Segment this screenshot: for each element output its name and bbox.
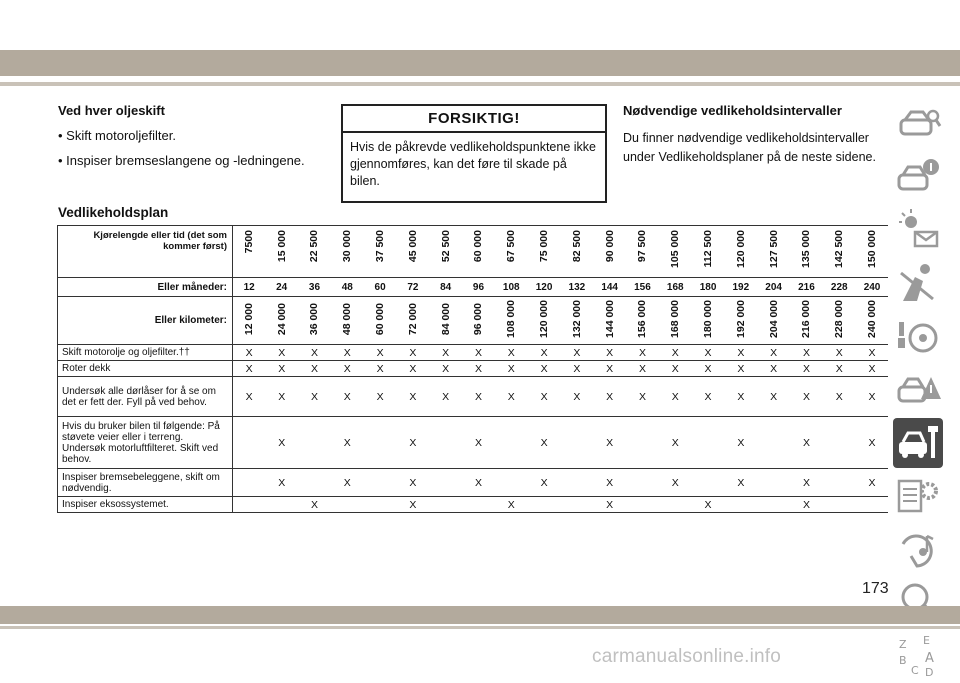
months-cell: 168: [659, 278, 692, 297]
mileage-value: 90 000: [603, 230, 616, 263]
task-row: [58, 497, 889, 513]
intervals-heading: Nødvendige vedlikeholdsintervaller: [623, 103, 842, 118]
mileage-value: 60 000: [472, 230, 485, 263]
mileage-cell: [692, 226, 725, 278]
task-mark: X: [396, 361, 429, 377]
task-label: Inspiser eksossystemet.: [58, 497, 233, 513]
kilometer-cell: [462, 297, 495, 345]
task-mark: [495, 417, 528, 469]
task-mark: [823, 469, 856, 497]
svg-text:A: A: [925, 651, 934, 666]
kilometer-value: 180 000: [702, 300, 715, 338]
task-mark: X: [331, 361, 364, 377]
task-mark: [429, 417, 462, 469]
task-mark: X: [396, 497, 429, 513]
kilometer-cell: [823, 297, 856, 345]
task-mark: X: [495, 497, 528, 513]
oil-change-section: [58, 103, 328, 178]
kilometer-cell: [495, 297, 528, 345]
task-mark: X: [396, 417, 429, 469]
kilometer-value: 144 000: [603, 300, 616, 338]
months-row-header: Eller måneder:: [58, 278, 233, 297]
mileage-cell: [462, 226, 495, 278]
oil-change-item: • Inspiser bremseslangene og -ledningene.: [58, 153, 305, 168]
kilometer-cell: [560, 297, 593, 345]
task-mark: X: [790, 361, 823, 377]
task-mark: X: [659, 377, 692, 417]
intervals-text: Du finner nødvendige vedlikeholdsintervaller under Vedlikeholdsplaner på de neste sidene.: [623, 131, 876, 164]
driving-wheel-icon[interactable]: [893, 312, 943, 362]
kilometer-cell: [298, 297, 331, 345]
mileage-cell: [396, 226, 429, 278]
svg-text:Z: Z: [899, 638, 907, 651]
mileage-value: 75 000: [538, 230, 551, 263]
months-cell: 60: [364, 278, 397, 297]
mileage-cell: [659, 226, 692, 278]
task-mark: [659, 497, 692, 513]
kilometer-value: 168 000: [669, 300, 682, 338]
months-cell: 240: [856, 278, 889, 297]
task-mark: [692, 469, 725, 497]
lights-messages-icon[interactable]: [893, 206, 943, 256]
caution-title: FORSIKTIG!: [343, 106, 605, 133]
mileage-cell: [856, 226, 889, 278]
task-mark: X: [528, 345, 561, 361]
mileage-value: 45 000: [406, 230, 419, 263]
task-mark: X: [692, 345, 725, 361]
task-mark: X: [298, 361, 331, 377]
safety-seatbelt-icon[interactable]: [893, 259, 943, 309]
header-band: [0, 50, 960, 76]
mileage-value: 120 000: [734, 230, 747, 268]
months-cell: 24: [265, 278, 298, 297]
task-mark: [495, 469, 528, 497]
caution-box: [341, 104, 607, 203]
task-mark: X: [265, 361, 298, 377]
task-mark: X: [823, 345, 856, 361]
mileage-cell: [364, 226, 397, 278]
task-mark: X: [528, 377, 561, 417]
task-mark: X: [593, 469, 626, 497]
task-mark: X: [823, 361, 856, 377]
task-mark: X: [593, 377, 626, 417]
task-mark: X: [298, 377, 331, 417]
task-mark: [364, 497, 397, 513]
kilometer-cell: [790, 297, 823, 345]
months-cell: 84: [429, 278, 462, 297]
task-mark: X: [856, 377, 889, 417]
kilometer-cell: [757, 297, 790, 345]
mileage-cell: [823, 226, 856, 278]
task-mark: [233, 497, 266, 513]
task-mark: X: [790, 469, 823, 497]
task-mark: [560, 497, 593, 513]
task-mark: X: [560, 345, 593, 361]
caution-text: Hvis de påkrevde vedlikeholdspunktene ikke gjennomføres, kan det føre til skade på bilen.: [350, 140, 596, 188]
task-mark: X: [856, 361, 889, 377]
mileage-value: 22 500: [308, 230, 321, 263]
task-mark: X: [462, 345, 495, 361]
task-mark: X: [265, 345, 298, 361]
kilometer-row-header: Eller kilometer:: [58, 297, 233, 345]
task-mark: X: [364, 361, 397, 377]
mileage-cell: [429, 226, 462, 278]
kilometer-cell: [692, 297, 725, 345]
mileage-row-header: Kjørelengde eller tid (det som kommer først): [58, 226, 233, 278]
task-mark: X: [659, 469, 692, 497]
kilometer-cell: [856, 297, 889, 345]
task-mark: X: [396, 469, 429, 497]
months-cell: 96: [462, 278, 495, 297]
kilometer-value: 156 000: [636, 300, 649, 338]
kilometer-cell: [233, 297, 266, 345]
task-mark: [298, 469, 331, 497]
kilometer-value: 72 000: [406, 302, 419, 336]
months-row: [58, 278, 889, 297]
mileage-value: 142 500: [833, 230, 846, 268]
mileage-value: 97 500: [636, 230, 649, 263]
kilometer-value: 204 000: [767, 300, 780, 338]
kilometer-cell: [528, 297, 561, 345]
months-cell: 72: [396, 278, 429, 297]
oil-change-heading: Ved hver oljeskift: [58, 103, 165, 118]
mileage-value: 15 000: [275, 230, 288, 263]
task-mark: [626, 497, 659, 513]
task-mark: X: [724, 345, 757, 361]
task-mark: [462, 497, 495, 513]
task-mark: X: [757, 377, 790, 417]
months-cell: 108: [495, 278, 528, 297]
months-cell: 204: [757, 278, 790, 297]
task-mark: X: [364, 377, 397, 417]
task-mark: X: [724, 469, 757, 497]
task-mark: X: [429, 345, 462, 361]
mileage-cell: [593, 226, 626, 278]
kilometer-cell: [396, 297, 429, 345]
intervals-section: [623, 103, 893, 167]
task-mark: X: [790, 417, 823, 469]
task-mark: X: [790, 345, 823, 361]
task-mark: [823, 417, 856, 469]
task-mark: X: [495, 377, 528, 417]
mileage-cell: [233, 226, 266, 278]
task-mark: [724, 497, 757, 513]
mileage-cell: [298, 226, 331, 278]
task-mark: [429, 497, 462, 513]
task-mark: X: [724, 377, 757, 417]
kilometer-cell: [626, 297, 659, 345]
task-mark: X: [724, 361, 757, 377]
task-mark: X: [757, 361, 790, 377]
task-mark: X: [462, 417, 495, 469]
task-mark: X: [626, 361, 659, 377]
task-mark: [757, 497, 790, 513]
task-mark: X: [396, 377, 429, 417]
task-mark: X: [462, 469, 495, 497]
mileage-value: 37 500: [374, 230, 387, 263]
task-mark: X: [462, 377, 495, 417]
maintenance-car-wrench-icon[interactable]: [893, 418, 943, 468]
mileage-value: 67 500: [505, 230, 518, 263]
task-mark: [560, 417, 593, 469]
task-mark: X: [233, 361, 266, 377]
task-mark: X: [593, 497, 626, 513]
kilometer-value: 12 000: [243, 302, 256, 336]
task-mark: [364, 417, 397, 469]
task-mark: X: [396, 345, 429, 361]
header-line: [0, 82, 960, 86]
kilometer-cell: [724, 297, 757, 345]
mileage-value: 135 000: [800, 230, 813, 268]
task-mark: [528, 497, 561, 513]
maintenance-table: [57, 225, 888, 513]
kilometer-cell: [593, 297, 626, 345]
oil-change-item: • Skift motoroljefilter.: [58, 128, 176, 143]
footer-line: [0, 626, 960, 629]
task-mark: X: [659, 361, 692, 377]
mileage-value: 127 500: [767, 230, 780, 268]
task-mark: X: [659, 345, 692, 361]
sidebar-nav: [893, 100, 946, 683]
mileage-cell: [265, 226, 298, 278]
task-mark: [429, 469, 462, 497]
task-mark: [757, 417, 790, 469]
emergency-triangle-icon[interactable]: [893, 365, 943, 415]
months-cell: 144: [593, 278, 626, 297]
kilometer-value: 48 000: [341, 302, 354, 336]
months-cell: 48: [331, 278, 364, 297]
task-mark: X: [429, 377, 462, 417]
svg-text:C: C: [911, 664, 919, 677]
task-mark: X: [495, 345, 528, 361]
kilometer-row: [58, 297, 889, 345]
mileage-value: 30 000: [341, 230, 354, 263]
task-mark: [233, 417, 266, 469]
task-mark: [626, 469, 659, 497]
task-mark: [265, 497, 298, 513]
task-label: Inspiser bremsebeleggene, skift om nødvendig.: [58, 469, 233, 497]
kilometer-value: 24 000: [275, 302, 288, 336]
task-mark: X: [528, 469, 561, 497]
kilometer-cell: [265, 297, 298, 345]
mileage-cell: [626, 226, 659, 278]
task-mark: X: [265, 469, 298, 497]
kilometer-value: 84 000: [439, 302, 452, 336]
task-mark: X: [856, 417, 889, 469]
task-mark: X: [298, 345, 331, 361]
task-mark: X: [528, 361, 561, 377]
mileage-value: 105 000: [669, 230, 682, 268]
task-row: [58, 469, 889, 497]
task-mark: X: [560, 361, 593, 377]
svg-text:E: E: [923, 634, 930, 647]
task-mark: X: [790, 497, 823, 513]
watermark: carmanualsonline.info: [592, 646, 782, 667]
task-mark: X: [823, 377, 856, 417]
task-mark: X: [429, 361, 462, 377]
multimedia-music-icon[interactable]: [893, 524, 943, 574]
task-mark: X: [298, 497, 331, 513]
task-mark: X: [265, 377, 298, 417]
warning-info-icon[interactable]: [893, 153, 943, 203]
mileage-value: 82 500: [570, 230, 583, 263]
mileage-cell: [757, 226, 790, 278]
task-mark: X: [659, 417, 692, 469]
task-mark: X: [560, 377, 593, 417]
task-mark: X: [233, 377, 266, 417]
task-mark: X: [692, 361, 725, 377]
mileage-row: [58, 226, 889, 278]
kilometer-cell: [364, 297, 397, 345]
task-label: Roter dekk: [58, 361, 233, 377]
dashboard-car-icon[interactable]: [893, 100, 943, 150]
kilometer-value: 192 000: [734, 300, 747, 338]
kilometer-value: 108 000: [505, 300, 518, 338]
task-mark: X: [692, 377, 725, 417]
task-mark: X: [331, 417, 364, 469]
task-mark: X: [265, 417, 298, 469]
plan-title: Vedlikeholdsplan: [58, 205, 169, 220]
months-cell: 12: [233, 278, 266, 297]
mileage-cell: [495, 226, 528, 278]
task-mark: X: [495, 361, 528, 377]
months-cell: 228: [823, 278, 856, 297]
mileage-cell: [560, 226, 593, 278]
task-mark: X: [757, 345, 790, 361]
task-mark: [364, 469, 397, 497]
task-row: [58, 417, 889, 469]
task-mark: X: [626, 345, 659, 361]
task-mark: X: [790, 377, 823, 417]
task-mark: X: [528, 417, 561, 469]
kilometer-cell: [659, 297, 692, 345]
kilometer-value: 36 000: [308, 302, 321, 336]
task-mark: [757, 469, 790, 497]
kilometer-value: 216 000: [800, 300, 813, 338]
task-mark: [560, 469, 593, 497]
task-mark: [331, 497, 364, 513]
mileage-cell: [790, 226, 823, 278]
task-mark: X: [233, 345, 266, 361]
task-mark: X: [331, 345, 364, 361]
footer-band: [0, 606, 960, 624]
months-cell: 36: [298, 278, 331, 297]
task-mark: X: [856, 345, 889, 361]
task-row: [58, 345, 889, 361]
kilometer-value: 96 000: [472, 302, 485, 336]
task-mark: X: [626, 377, 659, 417]
mileage-value: 7500: [243, 230, 256, 254]
mileage-value: 112 500: [702, 230, 715, 268]
kilometer-value: 60 000: [374, 302, 387, 336]
mileage-value: 150 000: [866, 230, 879, 268]
task-mark: [823, 497, 856, 513]
months-cell: 120: [528, 278, 561, 297]
svg-text:B: B: [899, 654, 907, 667]
task-label: Undersøk alle dørlåser for å se om det er fett der. Fyll på ved behov.: [58, 377, 233, 417]
task-mark: X: [724, 417, 757, 469]
months-cell: 132: [560, 278, 593, 297]
task-label: Skift motorolje og oljefilter.††: [58, 345, 233, 361]
task-mark: [692, 417, 725, 469]
specifications-gear-icon[interactable]: [893, 471, 943, 521]
kilometer-value: 132 000: [570, 300, 583, 338]
task-mark: X: [364, 345, 397, 361]
kilometer-cell: [429, 297, 462, 345]
task-row: [58, 361, 889, 377]
task-mark: [233, 469, 266, 497]
task-row: [58, 377, 889, 417]
months-cell: 216: [790, 278, 823, 297]
kilometer-value: 120 000: [538, 300, 551, 338]
months-cell: 180: [692, 278, 725, 297]
mileage-cell: [724, 226, 757, 278]
task-label: Hvis du bruker bilen til følgende: På støvete veier eller i terreng. Undersøk motorluftfilteret. Skift ved behov.: [58, 417, 233, 469]
mileage-cell: [331, 226, 364, 278]
task-mark: X: [462, 361, 495, 377]
language-letters-icon[interactable]: [893, 630, 943, 680]
months-cell: 192: [724, 278, 757, 297]
mileage-cell: [528, 226, 561, 278]
task-mark: X: [692, 497, 725, 513]
task-mark: X: [331, 377, 364, 417]
task-mark: X: [593, 417, 626, 469]
task-mark: X: [593, 361, 626, 377]
months-cell: 156: [626, 278, 659, 297]
task-mark: X: [593, 345, 626, 361]
kilometer-value: 228 000: [833, 300, 846, 338]
kilometer-cell: [331, 297, 364, 345]
task-mark: X: [856, 469, 889, 497]
svg-text:D: D: [925, 666, 934, 679]
task-mark: [626, 417, 659, 469]
task-mark: [856, 497, 889, 513]
task-mark: X: [331, 469, 364, 497]
task-mark: [298, 417, 331, 469]
mileage-value: 52 500: [439, 230, 452, 263]
kilometer-value: 240 000: [866, 300, 879, 338]
page-number: 173: [862, 580, 889, 597]
